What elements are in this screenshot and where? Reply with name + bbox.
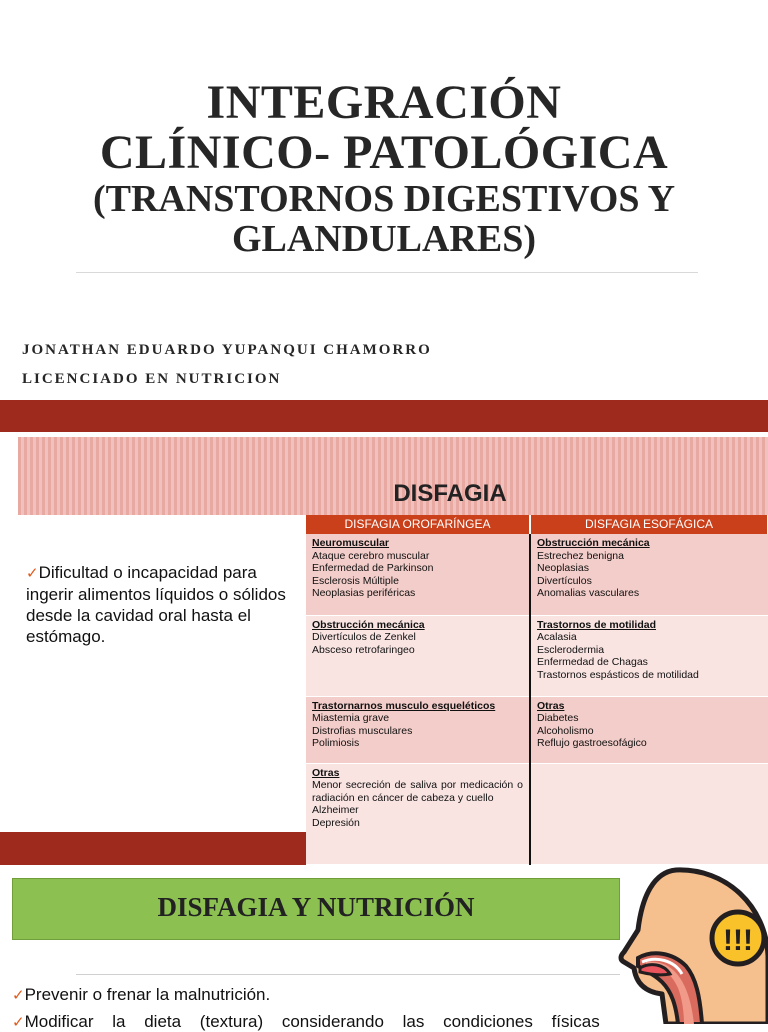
list-item: Miastemia grave bbox=[312, 712, 390, 724]
table-cell bbox=[530, 696, 768, 763]
title-line-4: GLANDULARES) bbox=[231, 218, 537, 260]
list-item: Depresión bbox=[312, 816, 360, 829]
choking-face-icon bbox=[616, 866, 768, 1024]
category-label: Obstrucción mecánica bbox=[537, 537, 650, 549]
list-item: Anomalias vasculares bbox=[537, 587, 640, 599]
category-label: Obstrucción mecánica bbox=[312, 618, 425, 631]
column-header: DISFAGIA ESOFÁGICA bbox=[530, 515, 768, 534]
title-line-1: INTEGRACIÓN bbox=[206, 76, 562, 129]
list-item: Alcoholismo bbox=[537, 724, 594, 737]
title-divider bbox=[76, 272, 698, 273]
title-line-3: (TRANSTORNOS DIGESTIVOS Y bbox=[92, 178, 676, 220]
list-item: Enfermedad de Chagas bbox=[537, 656, 648, 668]
list-item: Enfermedad de Parkinson bbox=[312, 562, 434, 574]
bullet-text: Prevenir o frenar la malnutrición. bbox=[24, 985, 271, 1004]
badge-text: !!! bbox=[723, 924, 753, 957]
table-cell bbox=[530, 615, 768, 696]
check-icon: ✓ bbox=[12, 1014, 25, 1031]
nutrition-bullet-1 bbox=[12, 985, 270, 1005]
definition-bullet bbox=[26, 562, 296, 647]
category-label: Trastornos de motilidad bbox=[537, 618, 657, 631]
slide3-divider bbox=[76, 974, 620, 975]
list-item: Diabetes bbox=[537, 712, 579, 724]
table-cell bbox=[530, 763, 768, 865]
author-role: LICENCIADO EN NUTRICION bbox=[22, 371, 282, 387]
list-item: Divertículos de Zenkel bbox=[312, 631, 416, 643]
check-icon: ✓ bbox=[12, 987, 25, 1004]
slide2-title: DISFAGIA bbox=[393, 480, 507, 507]
table-row bbox=[306, 615, 768, 696]
table-row bbox=[306, 763, 768, 865]
list-item: Reflujo gastroesofágico bbox=[537, 737, 647, 749]
category-label: Trastornarnos musculo esqueléticos bbox=[312, 699, 496, 712]
list-item: Distrofias musculares bbox=[312, 724, 413, 737]
list-item: Polimiosis bbox=[312, 737, 360, 749]
definition-text: Dificultad o incapacidad para ingerir alimentos líquidos o sólidos desde la cavidad oral hasta el estómago. bbox=[26, 563, 286, 646]
list-item: Neoplasias periféricas bbox=[312, 587, 416, 599]
list-item: Estrechez benigna bbox=[537, 549, 624, 562]
table-cell bbox=[306, 696, 530, 763]
slide1-title bbox=[0, 78, 768, 258]
author-name: JONATHAN EDUARDO YUPANQUI CHAMORRO bbox=[22, 342, 432, 358]
table-cell bbox=[306, 615, 530, 696]
table-row bbox=[306, 534, 768, 615]
bullet-text: Modificar la dieta (textura) considerando las condiciones físicas bbox=[24, 1012, 600, 1031]
list-item: Absceso retrofaringeo bbox=[312, 643, 415, 656]
category-label: Otras bbox=[537, 699, 565, 712]
table-cell bbox=[306, 763, 530, 865]
slide2-bottom-band bbox=[0, 832, 306, 865]
category-label: Neuromuscular bbox=[312, 537, 390, 549]
dysphagia-table bbox=[306, 515, 768, 865]
list-item: Esclerodermia bbox=[537, 643, 605, 656]
category-label: Otras bbox=[312, 766, 340, 779]
list-item: Alzheimer bbox=[312, 804, 359, 816]
list-item: Ataque cerebro muscular bbox=[312, 549, 430, 562]
list-item: Neoplasias bbox=[537, 562, 589, 574]
list-item: Trastornos espásticos de motilidad bbox=[537, 668, 699, 681]
list-item: Esclerosis Múltiple bbox=[312, 574, 399, 587]
list-item: Acalasia bbox=[537, 631, 577, 643]
table-cell bbox=[306, 534, 530, 615]
list-item: Divertículos bbox=[537, 574, 592, 587]
slide-separator-band bbox=[0, 400, 768, 432]
title-line-2: CLÍNICO- PATOLÓGICA bbox=[99, 126, 669, 179]
slide3-title: DISFAGIA Y NUTRICIÓN bbox=[157, 892, 475, 922]
table-row bbox=[306, 696, 768, 763]
check-icon: ✓ bbox=[26, 565, 39, 582]
list-item: Menor secreción de saliva por medicación o radiación en cáncer de cabeza y cuello bbox=[312, 779, 523, 804]
nutrition-bullet-2 bbox=[12, 1012, 662, 1032]
table-cell bbox=[530, 534, 768, 615]
column-header: DISFAGIA OROFARÍNGEA bbox=[306, 515, 530, 534]
